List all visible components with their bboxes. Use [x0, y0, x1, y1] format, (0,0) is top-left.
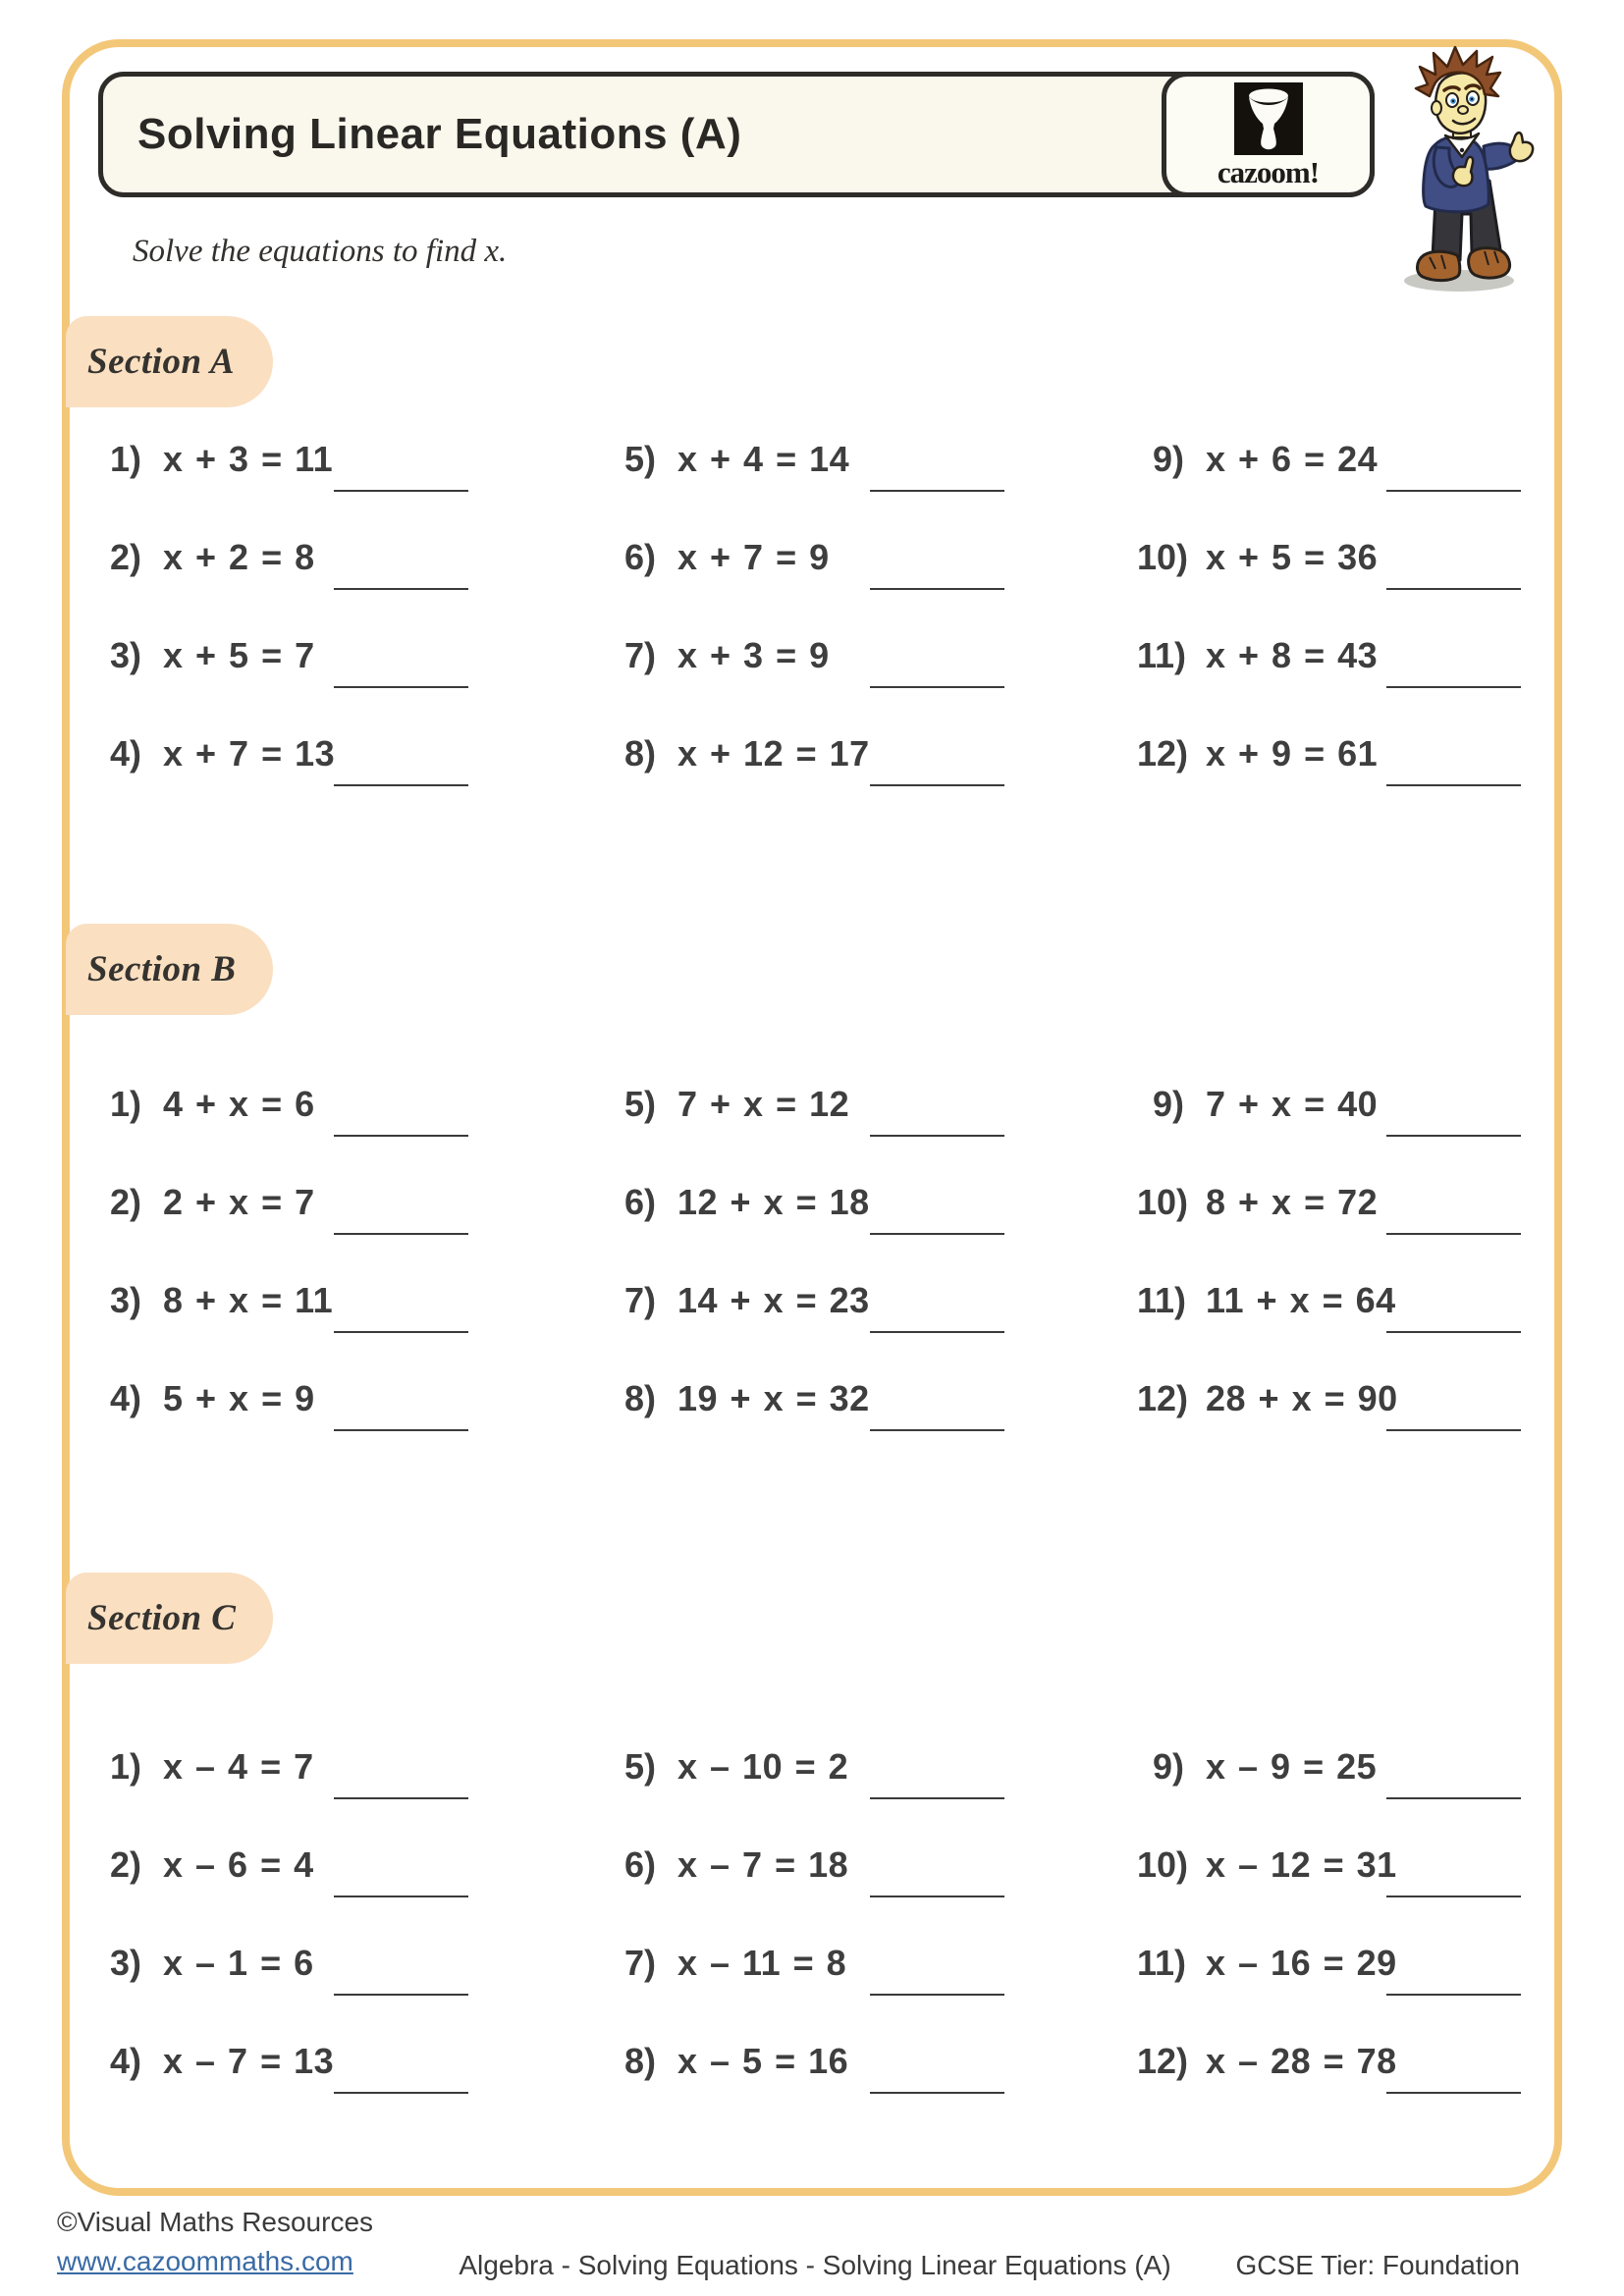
- problem-equation: x – 12 = 31: [1206, 1844, 1397, 1885]
- problem-number: 5): [623, 1746, 656, 1787]
- problem-item: [609, 1375, 870, 1422]
- problem-item: [1137, 1743, 1377, 1790]
- problem-equation: 4 + x = 6: [163, 1084, 315, 1124]
- answer-blank-line[interactable]: [334, 1797, 468, 1799]
- problem-equation: 7 + x = 40: [1206, 1084, 1379, 1124]
- problem-number: 3): [109, 1943, 141, 1983]
- answer-blank-line[interactable]: [1386, 1331, 1521, 1333]
- footer-breadcrumb: Algebra - Solving Equations - Solving Linear Equations (A): [459, 2250, 1171, 2280]
- problem-equation: x – 7 = 13: [163, 2041, 335, 2081]
- problem-number: 1): [109, 1746, 141, 1787]
- problem-item: [1137, 534, 1378, 581]
- problem-equation: x – 28 = 78: [1206, 2041, 1397, 2081]
- problem-item: [609, 1179, 870, 1226]
- answer-blank-line[interactable]: [870, 1233, 1004, 1235]
- problem-number: 6): [623, 1844, 656, 1885]
- problem-item: [1137, 632, 1378, 679]
- problem-number: 12): [1137, 1378, 1189, 1418]
- problem-equation: x + 6 = 24: [1206, 439, 1379, 479]
- section-label: Section A: [87, 342, 236, 382]
- cazoom-logo-text: cazoom!: [1217, 154, 1320, 189]
- problem-equation: x – 16 = 29: [1206, 1943, 1397, 1983]
- problem-equation: x – 4 = 7: [163, 1746, 314, 1787]
- answer-blank-line[interactable]: [870, 1429, 1004, 1431]
- answer-blank-line[interactable]: [1386, 784, 1521, 786]
- problem-item: [1137, 1375, 1398, 1422]
- problem-equation: 8 + x = 72: [1206, 1182, 1379, 1222]
- problem-number: 5): [623, 1084, 656, 1124]
- problem-number: 1): [109, 1084, 141, 1124]
- problem-equation: x – 7 = 18: [677, 1844, 849, 1885]
- problem-equation: x – 11 = 8: [677, 1943, 847, 1983]
- problem-equation: 2 + x = 7: [163, 1182, 315, 1222]
- answer-blank-line[interactable]: [334, 1994, 468, 1996]
- page-title: Solving Linear Equations (A): [137, 110, 742, 158]
- answer-blank-line[interactable]: [334, 588, 468, 590]
- mascot-boy-illustration: [1390, 45, 1538, 295]
- problem-item: [94, 1179, 315, 1226]
- problem-equation: x – 9 = 25: [1206, 1746, 1378, 1787]
- problem-number: 1): [109, 439, 141, 479]
- problem-equation: x + 8 = 43: [1206, 635, 1379, 675]
- problem-number: 11): [1137, 1943, 1187, 1983]
- problem-item: [94, 2038, 334, 2085]
- answer-blank-line[interactable]: [1386, 1429, 1521, 1431]
- problem-number: 7): [623, 635, 656, 675]
- problem-equation: 28 + x = 90: [1206, 1378, 1398, 1418]
- answer-blank-line[interactable]: [870, 1797, 1004, 1799]
- problem-item: [94, 1743, 314, 1790]
- answer-blank-line[interactable]: [1386, 1233, 1521, 1235]
- problem-item: [1137, 1940, 1397, 1987]
- problem-number: 11): [1137, 1280, 1187, 1320]
- problem-item: [94, 632, 315, 679]
- problem-item: [94, 1940, 314, 1987]
- problem-equation: 5 + x = 9: [163, 1378, 315, 1418]
- answer-blank-line[interactable]: [870, 1135, 1004, 1137]
- problem-number: 12): [1137, 733, 1189, 774]
- problem-number: 9): [1152, 439, 1184, 479]
- problem-item: [609, 2038, 848, 2085]
- answer-blank-line[interactable]: [334, 2092, 468, 2094]
- problem-number: 5): [623, 439, 656, 479]
- problem-equation: x + 12 = 17: [677, 733, 870, 774]
- answer-blank-line[interactable]: [870, 784, 1004, 786]
- problem-equation: x – 1 = 6: [163, 1943, 314, 1983]
- cazoom-logo-box: [1162, 72, 1375, 197]
- problem-number: 9): [1152, 1084, 1184, 1124]
- answer-blank-line[interactable]: [870, 1994, 1004, 1996]
- answer-blank-line[interactable]: [1386, 2092, 1521, 2094]
- problem-item: [94, 436, 333, 483]
- problem-number: 3): [109, 635, 141, 675]
- answer-blank-line[interactable]: [1386, 1994, 1521, 1996]
- problem-number: 10): [1137, 1844, 1189, 1885]
- problem-item: [94, 1277, 333, 1324]
- problem-number: 9): [1152, 1746, 1184, 1787]
- problem-equation: 14 + x = 23: [677, 1280, 870, 1320]
- problem-item: [1137, 1179, 1378, 1226]
- problem-number: 7): [623, 1280, 656, 1320]
- answer-blank-line[interactable]: [1386, 1797, 1521, 1799]
- answer-blank-line[interactable]: [870, 490, 1004, 492]
- problem-number: 6): [623, 537, 656, 577]
- problem-equation: x + 7 = 9: [677, 537, 830, 577]
- problem-equation: x + 5 = 7: [163, 635, 315, 675]
- problem-equation: 19 + x = 32: [677, 1378, 870, 1418]
- answer-blank-line[interactable]: [334, 1331, 468, 1333]
- problem-item: [609, 436, 849, 483]
- problem-number: 2): [109, 537, 141, 577]
- answer-blank-line[interactable]: [870, 1896, 1004, 1897]
- answer-blank-line[interactable]: [870, 1331, 1004, 1333]
- problem-item: [609, 1743, 848, 1790]
- answer-blank-line[interactable]: [334, 686, 468, 688]
- answer-blank-line[interactable]: [334, 1135, 468, 1137]
- answer-blank-line[interactable]: [1386, 1896, 1521, 1897]
- problem-number: 11): [1137, 635, 1187, 675]
- problem-number: 8): [623, 1378, 656, 1418]
- answer-blank-line[interactable]: [870, 2092, 1004, 2094]
- problem-item: [1137, 436, 1378, 483]
- section-label: Section B: [87, 949, 237, 989]
- problem-number: 12): [1137, 2041, 1189, 2081]
- problem-item: [94, 1375, 315, 1422]
- problem-item: [609, 534, 830, 581]
- problem-item: [1137, 1081, 1378, 1128]
- problem-item: [609, 1842, 848, 1889]
- problem-equation: x + 7 = 13: [163, 733, 336, 774]
- section-badge: [66, 924, 273, 1015]
- problem-number: 4): [109, 2041, 141, 2081]
- problem-equation: 12 + x = 18: [677, 1182, 870, 1222]
- answer-blank-line[interactable]: [334, 784, 468, 786]
- answer-blank-line[interactable]: [334, 1429, 468, 1431]
- problem-equation: x – 5 = 16: [677, 2041, 849, 2081]
- answer-blank-line[interactable]: [1386, 1135, 1521, 1137]
- problem-item: [1137, 1277, 1396, 1324]
- problem-equation: x + 5 = 36: [1206, 537, 1379, 577]
- problem-equation: x – 10 = 2: [677, 1746, 849, 1787]
- problem-equation: x + 4 = 14: [677, 439, 850, 479]
- problem-equation: x + 3 = 11: [163, 439, 334, 479]
- problem-item: [609, 1940, 846, 1987]
- answer-blank-line[interactable]: [334, 1896, 468, 1897]
- problem-equation: 8 + x = 11: [163, 1280, 334, 1320]
- footer-website-link[interactable]: www.cazoommaths.com: [57, 2246, 353, 2276]
- instruction-text: Solve the equations to find x.: [133, 234, 508, 269]
- section-label: Section C: [87, 1598, 237, 1638]
- problem-item: [609, 730, 870, 777]
- answer-blank-line[interactable]: [334, 1233, 468, 1235]
- problem-number: 10): [1137, 537, 1189, 577]
- answer-blank-line[interactable]: [870, 588, 1004, 590]
- problem-item: [1137, 2038, 1397, 2085]
- problem-number: 8): [623, 2041, 656, 2081]
- problem-number: 4): [109, 1378, 141, 1418]
- problem-item: [1137, 1842, 1397, 1889]
- problem-number: 4): [109, 733, 141, 774]
- answer-blank-line[interactable]: [1386, 588, 1521, 590]
- problem-equation: 11 + x = 64: [1206, 1280, 1396, 1320]
- problem-item: [609, 632, 830, 679]
- answer-blank-line[interactable]: [1386, 686, 1521, 688]
- answer-blank-line[interactable]: [1386, 490, 1521, 492]
- problem-item: [1137, 730, 1378, 777]
- problem-item: [94, 1081, 315, 1128]
- section-badge: [66, 1573, 273, 1664]
- problem-item: [94, 730, 335, 777]
- problem-item: [609, 1277, 870, 1324]
- problem-number: 2): [109, 1844, 141, 1885]
- footer-copyright: ©Visual Maths Resources: [57, 2207, 374, 2237]
- problem-equation: x – 6 = 4: [163, 1844, 314, 1885]
- problem-item: [94, 1842, 314, 1889]
- problem-item: [609, 1081, 849, 1128]
- problem-number: 2): [109, 1182, 141, 1222]
- problem-item: [94, 534, 315, 581]
- problem-number: 10): [1137, 1182, 1189, 1222]
- problem-number: 7): [623, 1943, 656, 1983]
- section-badge: [66, 316, 273, 407]
- problem-equation: 7 + x = 12: [677, 1084, 850, 1124]
- answer-blank-line[interactable]: [870, 686, 1004, 688]
- problem-number: 6): [623, 1182, 656, 1222]
- problem-equation: x + 2 = 8: [163, 537, 315, 577]
- answer-blank-line[interactable]: [334, 490, 468, 492]
- problem-equation: x + 3 = 9: [677, 635, 830, 675]
- problem-number: 3): [109, 1280, 141, 1320]
- footer-tier-label: GCSE Tier: Foundation: [1235, 2250, 1520, 2280]
- problem-number: 8): [623, 733, 656, 774]
- djembe-drum-icon: [1234, 82, 1303, 155]
- problem-equation: x + 9 = 61: [1206, 733, 1379, 774]
